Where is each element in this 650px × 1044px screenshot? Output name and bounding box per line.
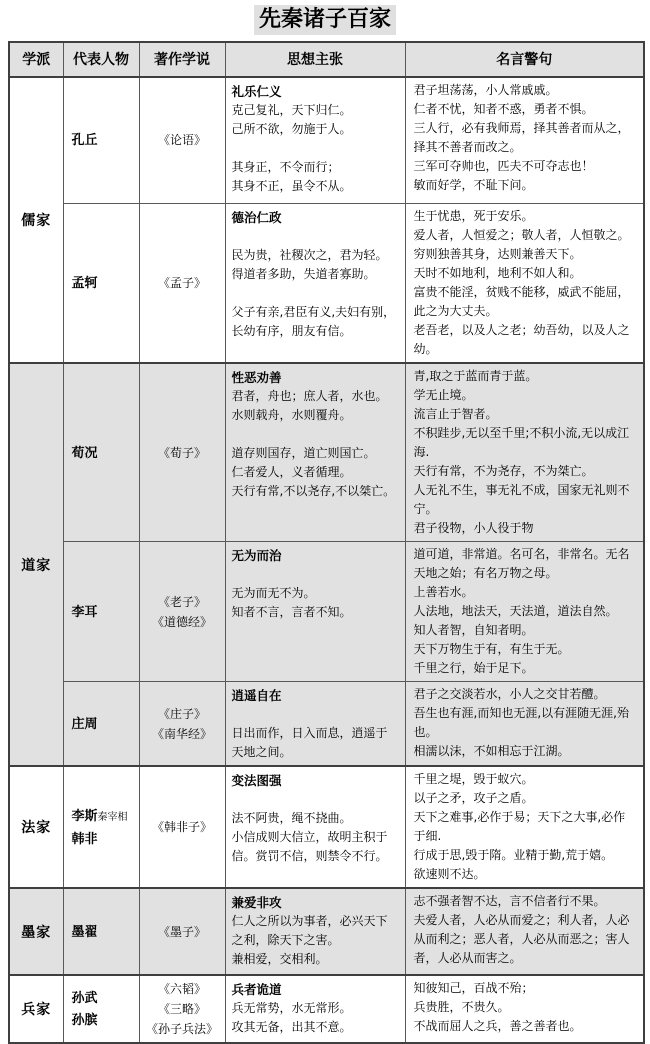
works-cell	[139, 888, 225, 975]
thought-line: 仁者爱人，义者循理。	[231, 465, 352, 480]
quotes-cell	[405, 77, 644, 204]
thought-line: 克己复礼，天下归仁。	[231, 102, 352, 117]
thought-cell	[225, 542, 405, 682]
work-title: 《论语》	[157, 133, 206, 148]
person-line	[72, 987, 137, 1009]
person-line	[72, 921, 137, 943]
person-name: 庄周	[71, 716, 98, 732]
quote-line: 不积跬步,无以至千里;不积小流,无以成江海.	[413, 426, 630, 460]
quotes-cell	[405, 542, 644, 682]
quote-line: 天行有常，不为尧存，不为桀亡。	[413, 464, 594, 479]
quote-line: 兵贵胜，不贵久。	[413, 1000, 510, 1015]
thought-cell	[225, 77, 405, 204]
quote-line: 千里之行，始于足下。	[413, 661, 534, 676]
person-name: 荀况	[71, 445, 98, 461]
quote-line: 以子之矛，攻子之盾。	[413, 791, 534, 806]
quote-line: 道可道，非常道。名可名，非常名。无名天地之始；有名万物之母。	[413, 547, 630, 581]
thought-line: 兵无常势，水无常形。	[231, 1001, 352, 1016]
quote-line: 敏而好学，不耻下问。	[413, 177, 534, 192]
thought-paragraph	[232, 999, 399, 1037]
quotes-cell	[405, 975, 644, 1043]
school-cell: 道家	[9, 363, 63, 766]
person-name: 孙膑	[71, 1013, 98, 1029]
person-line	[72, 828, 137, 850]
quote-line: 仁者不忧，知者不惑，勇者不惧。	[413, 101, 594, 116]
work-title: 《墨子》	[157, 924, 206, 939]
thought-title: 变法图强	[231, 773, 282, 789]
header-works: 著作学说	[139, 42, 225, 77]
thought-line: 天行有常,不以尧存,不以桀亡。	[231, 484, 396, 499]
school-cell: 儒家	[9, 77, 63, 364]
person-line	[72, 805, 137, 828]
quotes-cell	[405, 204, 644, 364]
quote-line: 富贵不能淫，贫贱不能移，威武不能屈，此之为大丈夫。	[413, 285, 630, 319]
thought-line: 君者，舟也；庶人者，水也。	[231, 389, 388, 404]
table-row	[9, 363, 644, 542]
quote-line: 相濡以沫，不如相忘于江湖。	[413, 744, 570, 759]
quote-line: 上善若水。	[413, 585, 474, 600]
quote-line: 君子坦荡荡，小人常戚戚。	[413, 82, 558, 97]
quote-line: 穷则独善其身，达则兼善天下。	[413, 247, 582, 262]
person-cell	[63, 77, 139, 204]
person-line	[72, 272, 137, 294]
quote-line: 爱人者，人恒爱之；敬人者，人恒敬之。	[413, 228, 630, 243]
page-title-text: 先秦诸子百家	[254, 5, 396, 35]
header-school: 学派	[9, 42, 63, 77]
works-cell	[139, 766, 225, 888]
thought-paragraph	[232, 246, 399, 284]
thought-line: 兼相爱，交相利。	[231, 952, 328, 967]
quotes-cell	[405, 682, 644, 767]
quotes-cell	[405, 888, 644, 975]
thought-title: 无为而治	[231, 548, 282, 564]
thought-paragraph	[232, 101, 399, 139]
quote-line: 不战而屈人之兵，善之善者也。	[413, 1019, 582, 1034]
person-line	[72, 601, 137, 623]
work-title: 《三略》	[157, 1002, 206, 1017]
thought-line: 父子有亲,君臣有义,夫妇有别，长幼有序，朋友有信。	[231, 305, 396, 339]
work-title: 《老子》	[157, 594, 206, 609]
school-cell: 墨家	[9, 888, 63, 975]
table-row	[9, 975, 644, 1043]
quote-line: 知人者智，自知者明。	[413, 623, 534, 638]
quote-line: 千里之堤，毁于蚁穴。	[413, 772, 534, 787]
person-line	[72, 129, 137, 151]
person-name: 孙武	[71, 991, 98, 1007]
thought-title: 德治仁政	[231, 210, 282, 226]
table-row	[9, 888, 644, 975]
quote-line: 学无止境。	[413, 388, 474, 403]
person-cell	[63, 888, 139, 975]
thought-paragraph	[232, 809, 399, 866]
header-row	[9, 42, 644, 77]
thought-title: 兼爱非攻	[231, 895, 282, 911]
thought-paragraph	[232, 724, 399, 762]
person-note: 秦宰相	[97, 811, 128, 823]
table-row	[9, 77, 644, 204]
thought-line: 己所不欲，勿施于人。	[231, 121, 352, 136]
thought-cell	[225, 363, 405, 542]
quote-line: 行成于思,毁于隋。业精于勤,荒于嬉。	[413, 848, 614, 863]
thought-line: 仁人之所以为事者，必兴天下之利，除天下之害。	[231, 914, 388, 948]
table-row	[9, 682, 644, 767]
work-title: 《道德经》	[151, 614, 212, 629]
header-person: 代表人物	[63, 42, 139, 77]
thought-title: 逍遥自在	[231, 688, 282, 704]
thought-title: 性恶劝善	[231, 370, 282, 386]
work-title: 《孙子兵法》	[145, 1022, 218, 1037]
person-name: 韩非	[71, 831, 98, 847]
philosophers-table	[8, 41, 645, 1044]
quote-line: 吾生也有涯,而知也无涯,以有涯随无涯,殆也。	[413, 706, 629, 740]
thought-paragraph	[232, 387, 399, 425]
quote-line: 天时不如地利，地利不如人和。	[413, 266, 582, 281]
quote-line: 君子役物，小人役于物	[413, 521, 534, 536]
works-cell	[139, 204, 225, 364]
quote-line: 夫爱人者，人必从而爱之；利人者，人必从而利之；恶人者，人必从而恶之；害人者，人必从而害之。	[413, 913, 630, 966]
work-title: 《南华经》	[151, 726, 212, 741]
person-name: 李斯	[71, 808, 98, 824]
quotes-cell	[405, 766, 644, 888]
person-line	[72, 1009, 137, 1031]
person-name: 墨翟	[71, 924, 98, 940]
thought-line: 日出而作，日入而息，逍遥于天地之间。	[231, 726, 388, 760]
work-title: 《韩非子》	[151, 820, 212, 835]
work-title: 《孟子》	[157, 276, 206, 291]
table-row	[9, 204, 644, 364]
work-title: 《六韬》	[157, 982, 206, 997]
thought-paragraph	[232, 912, 399, 969]
quote-line: 人法地，地法天，天法道，道法自然。	[413, 604, 618, 619]
header-thought: 思想主张	[225, 42, 405, 77]
thought-line: 小信成则大信立，故明主积于信。赏罚不信，则禁令不行。	[231, 830, 388, 864]
person-name: 李耳	[71, 604, 98, 620]
person-cell	[63, 542, 139, 682]
thought-cell	[225, 975, 405, 1043]
work-title: 《荀子》	[157, 445, 206, 460]
thought-paragraph	[232, 444, 399, 501]
thought-line: 其身正，不令而行；	[231, 159, 340, 174]
works-cell	[139, 77, 225, 204]
school-cell: 法家	[9, 766, 63, 888]
works-cell	[139, 975, 225, 1043]
thought-line: 得道者多助，失道者寡助。	[231, 267, 376, 282]
works-cell	[139, 682, 225, 767]
thought-line: 攻其无备，出其不意。	[231, 1020, 352, 1035]
quote-line: 流言止于智者。	[413, 407, 498, 422]
quote-line: 人无礼不生，事无礼不成，国家无礼则不宁。	[413, 483, 630, 517]
thought-line: 民为贵，社稷次之，君为轻。	[231, 248, 388, 263]
page-title	[0, 5, 650, 35]
quote-line: 三军可夺帅也，匹夫不可夺志也！	[413, 158, 594, 173]
quote-line: 欲速则不达。	[413, 867, 486, 882]
person-name: 孔丘	[71, 133, 98, 149]
quote-line: 青,取之于蓝而青于蓝。	[413, 369, 538, 384]
thought-paragraph	[232, 584, 399, 622]
thought-cell	[225, 766, 405, 888]
thought-line: 道存则国存，道亡则国亡。	[231, 446, 376, 461]
thought-cell	[225, 888, 405, 975]
quotes-cell	[405, 363, 644, 542]
person-line	[72, 442, 137, 464]
person-cell	[63, 975, 139, 1043]
header-quotes: 名言警句	[405, 42, 644, 77]
work-title: 《庄子》	[157, 706, 206, 721]
works-cell	[139, 363, 225, 542]
thought-paragraph	[232, 158, 399, 196]
person-cell	[63, 766, 139, 888]
quote-line: 三人行，必有我师焉，择其善者而从之，择其不善者而改之。	[413, 120, 630, 154]
person-cell	[63, 204, 139, 364]
thought-line: 水则载舟，水则覆舟。	[231, 408, 352, 423]
thought-title: 礼乐仁义	[231, 83, 282, 99]
quote-line: 志不强者智不达，言不信者行不果。	[413, 894, 606, 909]
quote-line: 知彼知己，百战不殆；	[413, 981, 534, 996]
person-cell	[63, 363, 139, 542]
thought-paragraph	[232, 303, 399, 341]
quote-line: 天下之难事,必作于易；天下之大事,必作于细.	[413, 810, 626, 844]
quote-line: 生于忧患，死于安乐。	[413, 209, 534, 224]
school-cell: 兵家	[9, 975, 63, 1043]
thought-title: 兵者诡道	[231, 982, 282, 998]
quote-line: 君子之交淡若水，小人之交甘若醴。	[413, 687, 606, 702]
person-name: 孟轲	[71, 276, 98, 292]
thought-cell	[225, 682, 405, 767]
person-cell	[63, 682, 139, 767]
thought-line: 法不阿贵，绳不挠曲。	[231, 811, 352, 826]
works-cell	[139, 542, 225, 682]
person-line	[72, 713, 137, 735]
quote-line: 天下万物生于有，有生于无。	[413, 642, 570, 657]
thought-cell	[225, 204, 405, 364]
thought-line: 知者不言，言者不知。	[231, 605, 352, 620]
thought-line: 无为而无不为。	[231, 586, 316, 601]
thought-line: 其身不正，虽令不从。	[231, 178, 352, 193]
quote-line: 老吾老，以及人之老；幼吾幼，以及人之幼。	[413, 323, 630, 357]
table-row	[9, 766, 644, 888]
table-row	[9, 542, 644, 682]
